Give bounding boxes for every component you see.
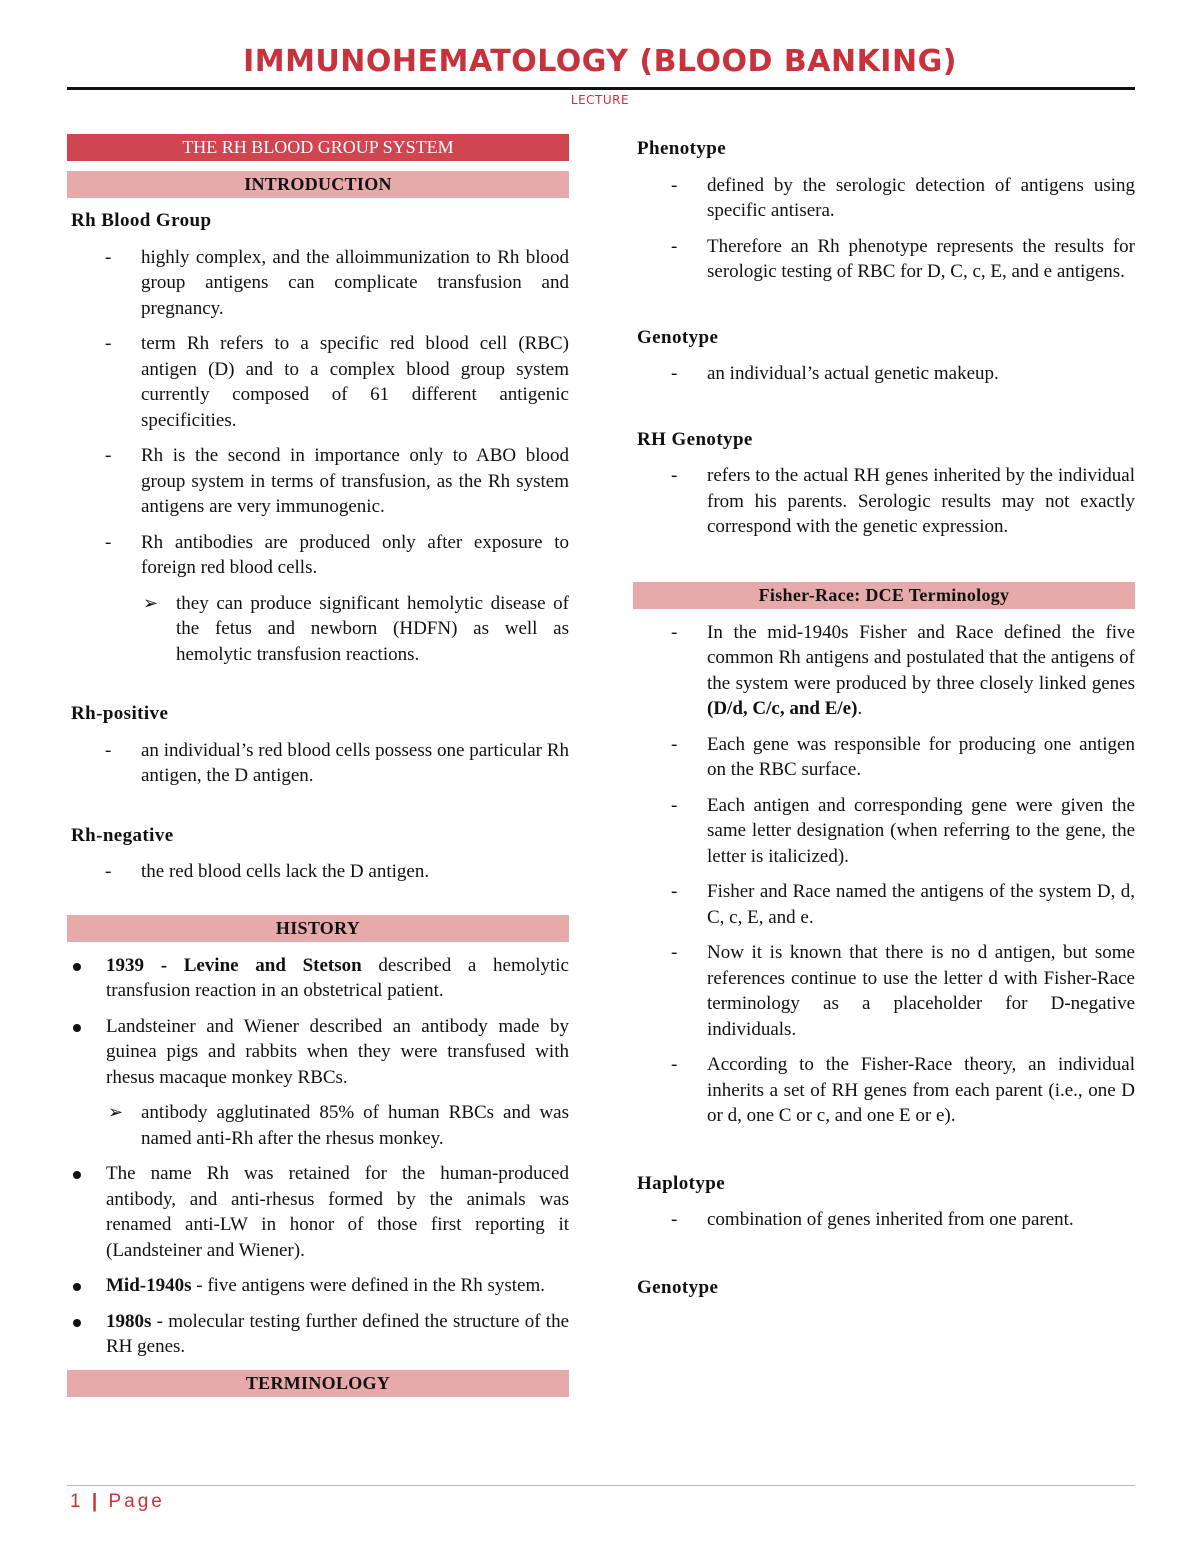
list-item: - an individual’s actual genetic makeup. [633,361,1135,387]
list-item: - Therefore an Rh phenotype represents the results for serologic testing of RBC for D, C, c, E, and e antigens. [633,234,1135,285]
rh-negative-list [67,859,569,885]
history-item [67,1273,569,1299]
footer-separator: | [91,1491,101,1512]
document-title: IMMUNOHEMATOLOGY (BLOOD BANKING) [243,44,957,79]
section-bar-history: HISTORY [67,915,569,942]
heading-rh-negative: Rh-negative [71,824,174,846]
document-subtitle: LECTURE [570,93,630,107]
history-text: The name Rh was retained for the human-produced antibody, and anti-rhesus formed by the animals was renamed anti-LW in honor of those first reporting it (Landsteiner and Wiener). [106,1163,569,1261]
right-column [633,134,1135,1311]
history-item [67,953,569,1004]
history-item [67,1014,569,1152]
section-bar-introduction: INTRODUCTION [67,171,569,198]
list-item-text: . [857,698,863,719]
title-rule [67,87,1135,90]
list-item: - the red blood cells lack the D antigen. [67,859,569,885]
history-text: - molecular testing further defined the structure of the RH genes. [106,1310,569,1357]
history-year: 1980s [106,1310,152,1332]
sub-list-item: ➢ they can produce significant hemolytic disease of the fetus and newborn (HDFN) as well as hemolytic transfusion reactions. [141,591,569,668]
list-item: - term Rh refers to a specific red blood cell (RBC) antigen (D) and to a complex blood group system currently composed of 61 different antigenic specificities. [67,331,569,433]
list-item-text: In the mid-1940s Fisher and Race defined the five common Rh antigens and postulated that the antigens of the system were produced by three closely linked genes [707,621,1135,694]
list-item: - Fisher and Race named the antigens of the system D, d, C, c, E, and e. [633,879,1135,930]
history-item [67,1309,569,1360]
section-bar-fisher-race: Fisher-Race: DCE Terminology [633,582,1135,609]
haplotype-list [633,1207,1135,1233]
history-year: Mid-1940s [106,1275,192,1296]
genotype-list [633,361,1135,387]
heading-rh-positive: Rh-positive [71,703,169,724]
page-footer [70,1491,165,1513]
list-item: - combination of genes inherited from one parent. [633,1207,1135,1233]
list-item: - Each gene was responsible for producing one antigen on the RBC surface. [633,732,1135,783]
heading-genotype: Genotype [637,326,719,348]
gene-notation: (D/d, C/c, and E/e) [707,698,858,719]
list-item: - Rh is the second in importance only to ABO blood group system in terms of transfusion, as the Rh system antigens are very immunogenic. [67,443,569,520]
sub-list-item: ➢ antibody agglutinated 85% of human RBCs and was named anti-Rh after the rhesus monkey. [106,1100,569,1151]
list-item [67,530,569,668]
section-bar-rh-system: THE RH BLOOD GROUP SYSTEM [67,134,569,161]
list-item: - Each antigen and corresponding gene were given the same letter designation (when referring to the gene, the letter is italicized). [633,793,1135,870]
list-item: - an individual’s red blood cells possess one particular Rh antigen, the D antigen. [67,738,569,789]
heading-haplotype: Haplotype [637,1172,726,1194]
history-text: Landsteiner and Wiener described an antibody made by guinea pigs and rabbits when they were transfused with rhesus macaque monkey RBCs. [106,1015,569,1088]
list-item-text: Rh antibodies are produced only after exposure to foreign red blood cells. [141,531,569,578]
heading-genotype-2: Genotype [637,1276,719,1298]
heading-rh-blood-group: Rh Blood Group [71,210,212,231]
list-item: - Now it is known that there is no d antigen, but some references continue to use the letter d with Fisher-Race terminology as a placeholder for D-negative individuals. [633,940,1135,1042]
rh-genotype-list [633,463,1135,540]
history-text: - five antigens were defined in the Rh system. [191,1275,546,1296]
history-list [67,953,569,1360]
sub-list [106,1100,569,1151]
phenotype-list [633,173,1135,285]
fisher-race-list [633,620,1135,1129]
list-item: - defined by the serologic detection of antigens using specific antisera. [633,173,1135,224]
rh-blood-group-list [67,245,569,668]
footer-rule [67,1485,1135,1486]
history-text: described a hemolytic transfusion reaction in an obstetrical patient. [106,954,569,1001]
list-item: - According to the Fisher-Race theory, an individual inherits a set of RH genes from each parent (i.e., one D or d, one C or c, and one E or e). [633,1052,1135,1129]
list-item [633,620,1135,722]
heading-rh-genotype: RH Genotype [637,428,753,450]
list-item: - highly complex, and the alloimmunization to Rh blood group antigens can complicate transfusion and pregnancy. [67,245,569,322]
left-column [67,134,569,1397]
history-year: 1939 - Levine and Stetson [106,954,362,976]
history-item [67,1161,569,1263]
page-number: 1 [70,1491,84,1512]
section-bar-terminology: TERMINOLOGY [67,1370,569,1397]
sub-list [141,591,569,668]
heading-phenotype: Phenotype [637,138,727,159]
list-item: - refers to the actual RH genes inherited by the individual from his parents. Serologic results may not exactly correspond with the genetic expression. [633,463,1135,540]
rh-positive-list [67,738,569,789]
page-label: Page [108,1491,165,1512]
